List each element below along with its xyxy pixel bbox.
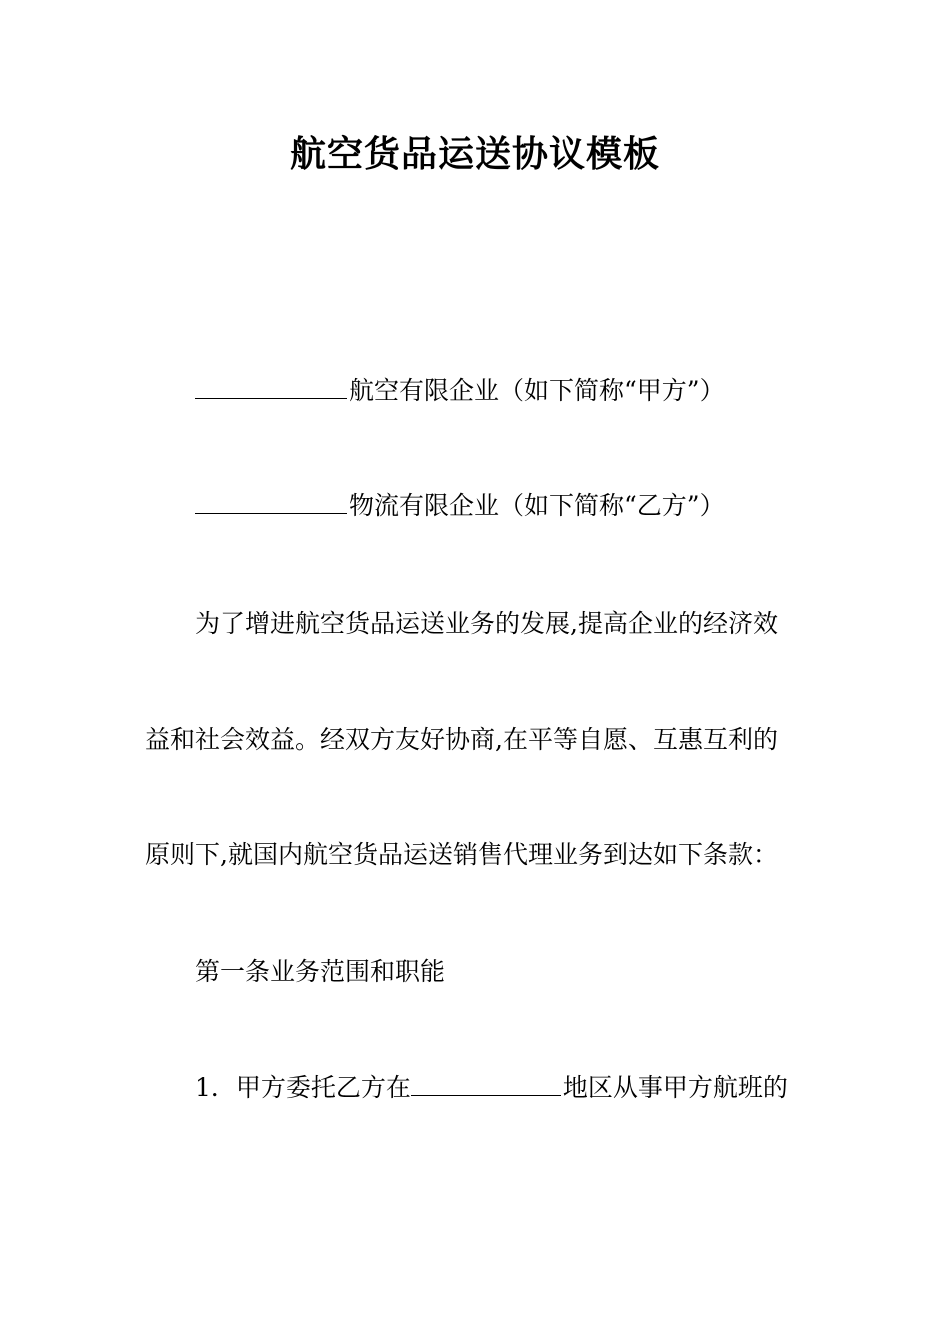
- party-b-text: 物流有限企业（如下简称“乙方”）: [349, 491, 725, 520]
- article-1-heading: 第一条业务范围和职能: [195, 957, 446, 986]
- party-b-blank: [195, 489, 347, 514]
- party-a-blank: [195, 374, 347, 399]
- clause-1-prefix: 1．甲方委托乙方在: [195, 1073, 411, 1102]
- party-a-line: [195, 374, 725, 408]
- preamble-line-1: 为了增进航空货品运送业务的发展,提高企业的经济效: [195, 609, 778, 638]
- preamble-line-2: 益和社会效益。经双方友好协商,在平等自愿、互惠互利的: [145, 725, 778, 754]
- document-title: 航空货品运送协议模板: [289, 133, 660, 175]
- clause-1-line: [195, 1071, 788, 1105]
- party-b-line: [195, 489, 725, 523]
- region-blank: [411, 1071, 561, 1096]
- party-a-text: 航空有限企业（如下简称“甲方”）: [349, 376, 725, 405]
- preamble-line-3: 原则下,就国内航空货品运送销售代理业务到达如下条款：: [145, 840, 778, 869]
- clause-1-suffix: 地区从事甲方航班的: [562, 1073, 788, 1102]
